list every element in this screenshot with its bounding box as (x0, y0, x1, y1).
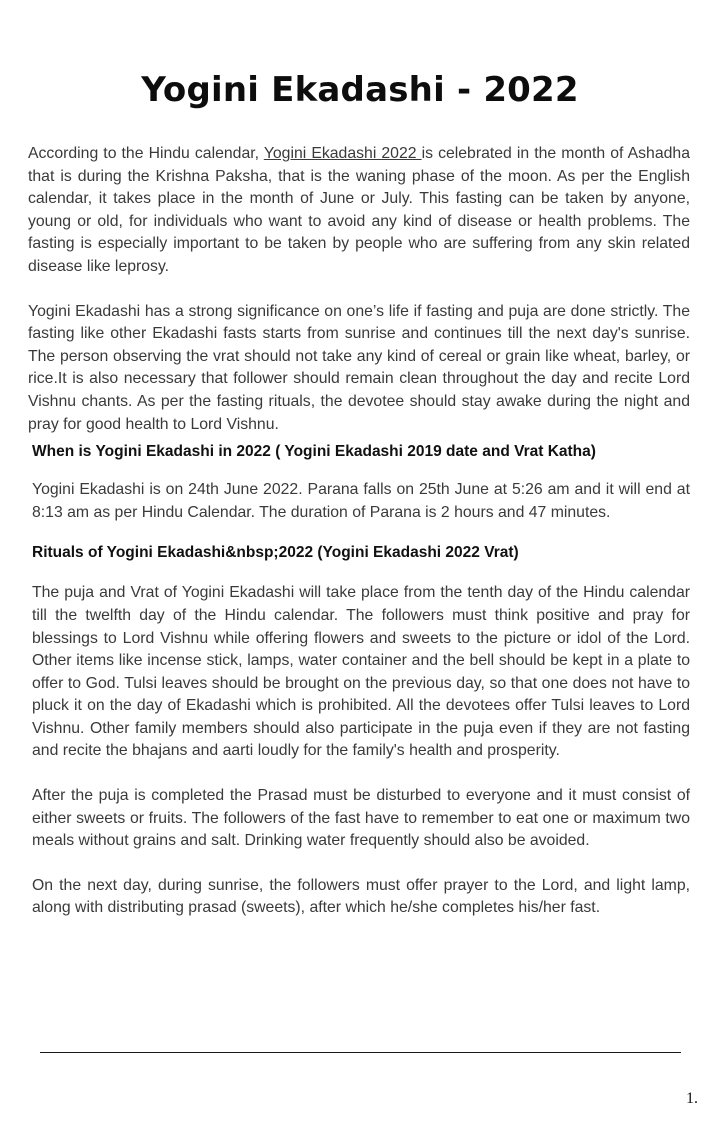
intro-text-start: According to the Hindu calendar, (28, 145, 264, 162)
section-heading-rituals: Rituals of Yogini Ekadashi&nbsp;2022 (Yogini Ekadashi 2022 Vrat) (32, 544, 519, 562)
date-paragraph: Yogini Ekadashi is on 24th June 2022. Parana falls on 25th June at 5:26 am and it will end at 8:13 am as per Hindu Calendar. The duration of Parana is 2 hours and 47 minutes. (32, 481, 690, 521)
intro-paragraph (28, 143, 690, 279)
article-body (28, 143, 690, 920)
next-day-paragraph: On the next day, during sunrise, the followers must offer prayer to the Lord, and light lamp, along with distributing prasad (sweets), after which he/she completes his/her fast. (32, 876, 690, 917)
intro-text-end: is celebrated in the month of Ashadha that is during the Krishna Paksha, that is the waning phase of the moon. As per the English calendar, it takes place in the month of June or July. This fasting can be taken by anyone, young or old, for individuals who want to avoid any kind of disease or health problems. The fasting is especially important to be taken by people who are suffering from any skin related disease like leprosy. (28, 145, 690, 275)
rituals-paragraph: The puja and Vrat of Yogini Ekadashi will take place from the tenth day of the Hindu calendar till the twelfth day of the Hindu calendar. The followers must think positive and pray for blessings to Lord Vishnu while offering flowers and sweets to the picture or idol of the Lord. Other items like incense stick, lamps, water container and the bell should be kept in a plate to offer to God. Tulsi leaves should be brought on the previous day, so that one does not have to pluck it on the day of Ekadashi which is prohibited. All the devotees offer Tulsi leaves to Lord Vishnu. Other family members should also participate in the puja even if they are not fasting and recite the bhajans and aarti loudly for the family's health and prosperity. (32, 584, 690, 760)
prasad-paragraph: After the puja is completed the Prasad must be disturbed to everyone and it must consist of either sweets or fruits. The followers of the fast have to remember to eat one or maximum two meals without grains and salt. Drinking water frequently should also be avoided. (32, 787, 690, 850)
page-title: Yogini Ekadashi - 2022 (141, 70, 579, 110)
page-number: 1. (686, 1090, 698, 1107)
significance-paragraph: Yogini Ekadashi has a strong significance on one’s life if fasting and puja are done strictly. The fasting like other Ekadashi fasts starts from sunrise and continues till the next day's sunrise. The person observing the vrat should not take any kind of cereal or grain like wheat, barley, or rice.It is also necessary that follower should remain clean throughout the day and recite Lord Vishnu chants. As per the fasting rituals, the devotee should stay awake during the night and pray for good health to Lord Vishnu. (28, 302, 690, 433)
footer-divider (40, 1052, 681, 1053)
section-heading-date: When is Yogini Ekadashi in 2022 ( Yogini Ekadashi 2019 date and Vrat Katha) (32, 443, 596, 461)
yogini-ekadashi-link[interactable]: Yogini Ekadashi 2022 (263, 145, 422, 162)
